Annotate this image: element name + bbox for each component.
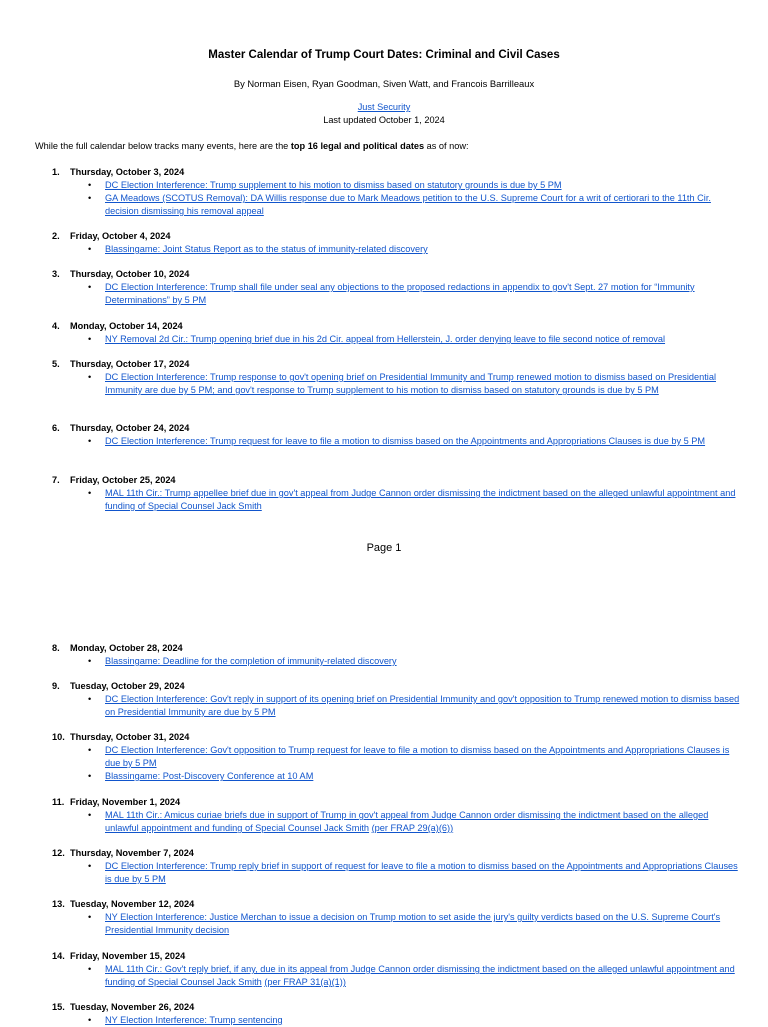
calendar-item [52,320,742,346]
calendar-item [52,680,742,719]
item-date-text: Thursday, October 3, 2024 [70,167,185,177]
calendar-item [52,642,742,668]
event-link[interactable]: Blassingame: Deadline for the completion of immunity-related discovery [105,656,397,666]
item-date-text: Monday, October 14, 2024 [70,321,183,331]
event-link[interactable]: MAL 11th Cir.: Gov't reply brief, if any, due in its appeal from Judge Cannon order dismissing the indictment based on the alleged unlawful appointment and funding of Special Counsel Jack Smith [105,964,735,987]
item-date-text: Monday, October 28, 2024 [70,643,183,653]
item-date [52,642,742,655]
document-title: Master Calendar of Trump Court Dates: Criminal and Civil Cases [208,49,560,61]
item-number: 4. [52,321,60,331]
event-link[interactable]: DC Election Interference: Trump response to gov't opening brief on Presidential Immunity and Trump renewed motion to dismiss based on Presidential Immunity are due by 5 PM; and gov't response to Trump supplement to his motion to dismiss based on statutory grounds is due by 5 PM [105,372,716,395]
calendar-item [52,796,742,835]
item-number: 2. [52,231,60,241]
event-link[interactable]: DC Election Interference: Trump shall file under seal any objections to the proposed redactions in appendix to gov't Sept. 27 motion for “Immunity Determinations” by 5 PM [105,282,695,305]
event-list [52,693,742,719]
event-item [52,487,742,513]
rule-reference-link[interactable]: (per FRAP 29(a)(6)) [371,823,454,833]
event-list [52,963,742,989]
item-date [52,320,742,333]
item-number: 7. [52,475,60,485]
calendar-item [52,898,742,937]
item-date-text: Thursday, November 7, 2024 [70,848,194,858]
event-list [52,1014,742,1027]
item-date [52,474,742,487]
item-date [52,796,742,809]
event-link[interactable]: DC Election Interference: Gov't opposition to Trump request for leave to file a motion to dismiss based on the Appointments and Appropriations Clauses is due by 5 PM [105,745,730,768]
item-number: 6. [52,423,60,433]
item-date [52,731,742,744]
event-link[interactable]: NY Removal 2d Cir.: Trump opening brief due in his 2d Cir. appeal from Hellerstein, J. order denying leave to file second notice of removal [105,334,666,344]
item-number: 5. [52,359,60,369]
item-date [52,422,742,435]
item-number: 1. [52,167,60,177]
event-list [52,281,742,307]
event-list [52,371,742,397]
item-date-text: Tuesday, October 29, 2024 [70,681,185,691]
item-date-text: Thursday, October 17, 2024 [70,359,190,369]
event-list [52,243,742,256]
event-item [52,744,742,770]
event-link[interactable]: Blassingame: Post-Discovery Conference at 10 AM [105,771,314,781]
event-link[interactable]: GA Meadows (SCOTUS Removal): DA Willis response due to Mark Meadows petition to the U.S. Supreme Court for a writ of certiorari to the 11th Cir. decision dismissing his removal appeal [105,193,711,216]
item-date-text: Friday, October 4, 2024 [70,231,171,241]
event-link[interactable]: Blassingame: Joint Status Report as to the status of immunity-related discovery [105,244,428,254]
event-item [52,693,742,719]
item-date-text: Tuesday, November 12, 2024 [70,899,195,909]
event-list [52,744,742,783]
item-date-text: Thursday, October 24, 2024 [70,423,190,433]
source-link[interactable]: Just Security [357,102,411,112]
rule-reference-link[interactable]: (per FRAP 31(a)(1)) [264,977,346,987]
item-date [52,898,742,911]
item-number: 10. [52,732,65,742]
calendar-item [52,1001,742,1027]
calendar-item [52,268,742,307]
calendar-item [52,731,742,783]
event-link[interactable]: NY Election Interference: Trump sentencing [105,1015,283,1025]
item-date-text: Friday, November 1, 2024 [70,797,181,807]
event-link[interactable]: DC Election Interference: Trump reply brief in support of request for leave to file a motion to dismiss based on the Appointments and Appropriations Clauses is due by 5 PM [105,861,738,884]
byline: By Norman Eisen, Ryan Goodman, Siven Watt, and Francois Barrilleaux [233,78,535,89]
calendar-item [52,422,742,448]
event-item [52,192,742,218]
event-item [52,179,742,192]
event-item [52,809,742,835]
event-list [52,435,742,448]
item-date [52,1001,742,1014]
event-link[interactable]: MAL 11th Cir.: Trump appellee brief due in gov't appeal from Judge Cannon order dismissing the indictment based on the alleged unlawful appointment and funding of Special Counsel Jack Smith [105,488,736,511]
event-link[interactable]: MAL 11th Cir.: Amicus curiae briefs due in support of Trump in gov't appeal from Judge Cannon order dismissing the indictment based on the alleged unlawful appointment and funding of Special Counsel Jack Smith [105,810,709,833]
event-item [52,655,742,668]
calendar-item [52,847,742,886]
event-item [52,860,742,886]
item-date [52,680,742,693]
event-item [52,963,742,989]
item-number: 13. [52,899,65,909]
event-list [52,487,742,513]
event-link[interactable]: DC Election Interference: Gov't reply in support of its opening brief on Presidential Immunity and gov't opposition to Trump renewed motion to dismiss based on Presidential Immunity are due by 5 PM [105,694,740,717]
calendar-item [52,166,742,218]
event-item [52,371,742,397]
event-link[interactable]: DC Election Interference: Trump request for leave to file a motion to dismiss based on the Appointments and Appropriations Clauses is due by 5 PM [105,436,706,446]
item-date-text: Thursday, October 31, 2024 [70,732,190,742]
calendar-item [52,474,742,513]
event-link[interactable]: NY Election Interference: Justice Merchan to issue a decision on Trump motion to set aside the jury's guilty verdicts based on the U.S. Supreme Court's Presidential Immunity decision [105,912,721,935]
item-number: 3. [52,269,60,279]
event-list [52,655,742,668]
item-date-text: Friday, November 15, 2024 [70,951,186,961]
item-number: 8. [52,643,60,653]
item-number: 14. [52,951,65,961]
calendar-item [52,230,742,256]
event-list [52,809,742,835]
last-updated: Last updated October 1, 2024 [323,115,445,125]
page-number: Page 1 [366,542,402,554]
event-item [52,435,742,448]
event-item [52,911,742,937]
event-item [52,243,742,256]
event-item [52,281,742,307]
item-date [52,358,742,371]
item-date-text: Friday, October 25, 2024 [70,475,176,485]
event-list [52,333,742,346]
intro-paragraph: While the full calendar below tracks many events, here are the top 16 legal and political dates as of now: [35,141,469,151]
event-list [52,179,742,218]
item-date-text: Thursday, October 10, 2024 [70,269,190,279]
calendar-item [52,358,742,397]
item-number: 11. [52,797,65,807]
event-list [52,860,742,886]
item-number: 15. [52,1002,65,1012]
item-date [52,166,742,179]
calendar-item [52,950,742,989]
item-date-text: Tuesday, November 26, 2024 [70,1002,195,1012]
event-link[interactable]: DC Election Interference: Trump supplement to his motion to dismiss based on statutory grounds is due by 5 PM [105,180,562,190]
item-date [52,230,742,243]
event-item [52,770,742,783]
item-date [52,847,742,860]
event-item [52,1014,742,1027]
item-number: 9. [52,681,60,691]
event-list [52,911,742,937]
event-item [52,333,742,346]
item-date [52,268,742,281]
item-date [52,950,742,963]
item-number: 12. [52,848,65,858]
